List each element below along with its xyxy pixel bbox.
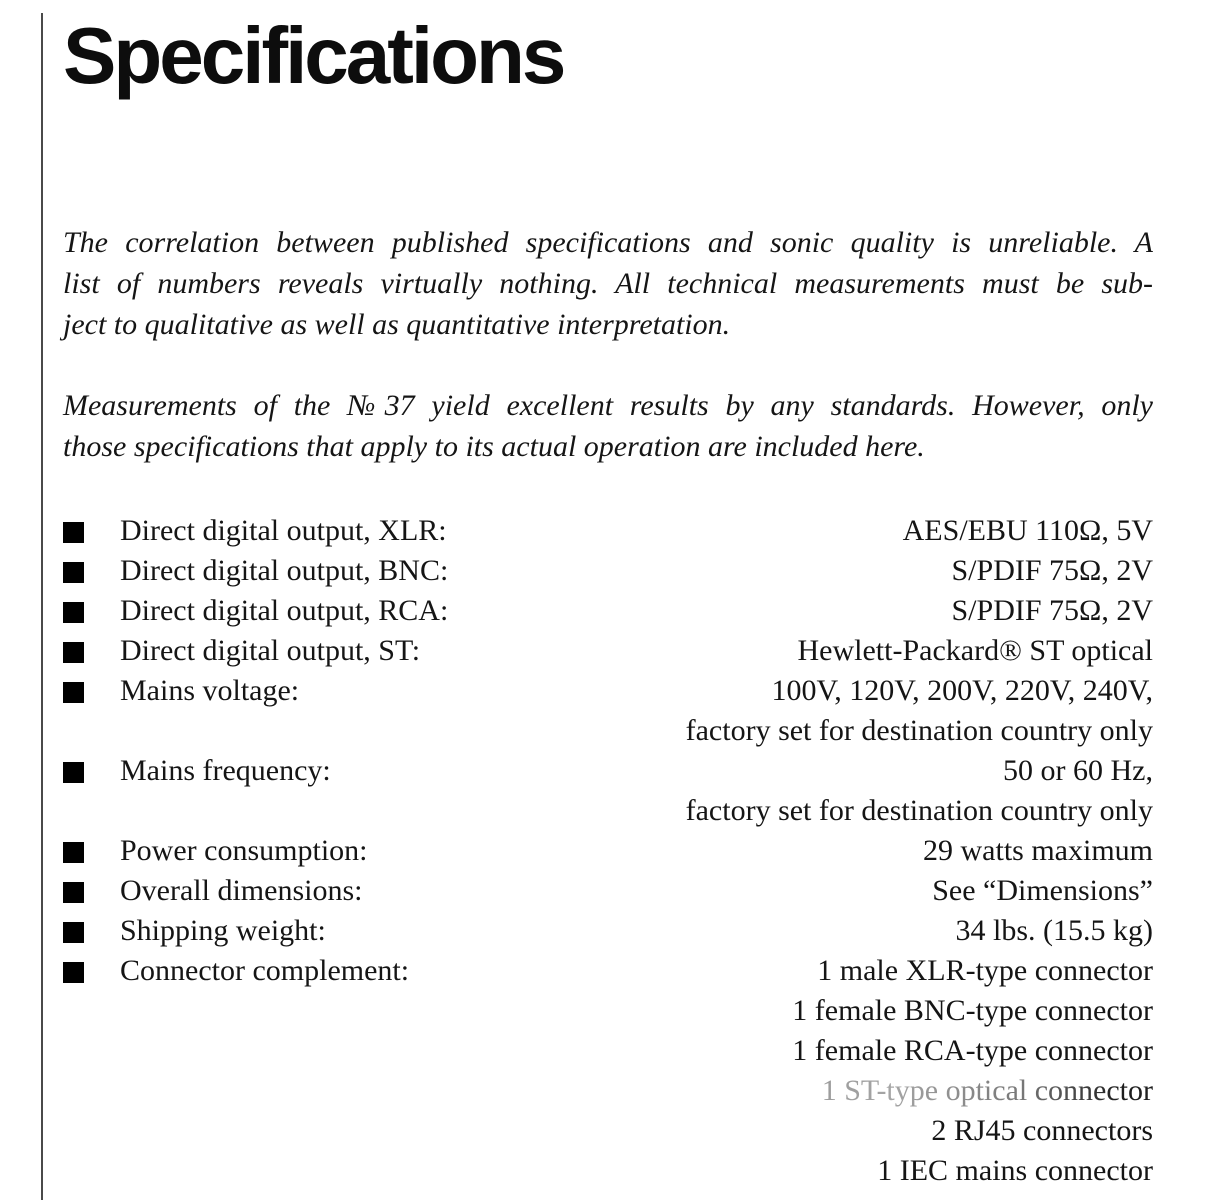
spec-value: 29 watts maximum — [923, 834, 1153, 867]
spec-label: Direct digital output, RCA: — [120, 594, 449, 627]
spec-value: 100V, 120V, 200V, 220V, 240V, — [771, 674, 1153, 707]
paragraph-line: The correlation between published specifications and sonic quality is unreliable. A — [63, 226, 1153, 259]
page-title: Specifications — [63, 11, 564, 100]
spec-row — [63, 911, 1153, 951]
spec-row — [63, 671, 1153, 711]
spec-value: 2 RJ45 connectors — [931, 1114, 1153, 1147]
spec-value: AES/EBU 110Ω, 5V — [902, 514, 1153, 547]
paragraph-line: Measurements of the №37 yield excellent results by any standards. However, only — [63, 389, 1153, 422]
spec-value-faded: 1 ST-type optical connector — [63, 1071, 1153, 1111]
spec-label: Mains frequency: — [120, 754, 331, 787]
spec-row — [63, 631, 1153, 671]
spec-label: Direct digital output, BNC: — [120, 554, 449, 587]
bullet-square-icon — [63, 762, 84, 783]
bullet-square-icon — [63, 522, 84, 543]
bullet-square-icon — [63, 922, 84, 943]
bullet-square-icon — [63, 682, 84, 703]
spec-row — [63, 831, 1153, 871]
bullet-square-icon — [63, 962, 84, 983]
spec-label: Shipping weight: — [120, 914, 326, 947]
spec-row — [63, 871, 1153, 911]
spec-label: Overall dimensions: — [120, 874, 363, 907]
bullet-square-icon — [63, 842, 84, 863]
spec-label: Power consumption: — [120, 834, 368, 867]
spec-value: Hewlett-Packard® ST optical — [797, 634, 1153, 667]
spec-row — [63, 951, 1153, 991]
bullet-square-icon — [63, 562, 84, 583]
left-margin-rule — [41, 13, 43, 1200]
spec-label: Direct digital output, ST: — [120, 634, 421, 667]
spec-value: 34 lbs. (15.5 kg) — [955, 914, 1153, 947]
bullet-square-icon — [63, 882, 84, 903]
paragraph — [63, 222, 1153, 345]
spec-value: factory set for destination country only — [685, 794, 1153, 827]
spec-list — [63, 511, 1153, 1191]
spec-value: S/PDIF 75Ω, 2V — [951, 554, 1153, 587]
spec-value: 1 female RCA-type connector — [792, 1034, 1153, 1067]
spec-value: 1 IEC mains connector — [877, 1154, 1153, 1187]
spec-label: Mains voltage: — [120, 674, 300, 707]
paragraph-line: those specifications that apply to its actual operation are included here. — [63, 430, 925, 463]
spec-value: S/PDIF 75Ω, 2V — [951, 594, 1153, 627]
spec-row — [63, 591, 1153, 631]
paragraph — [63, 385, 1153, 467]
spec-value: 1 male XLR-type connector — [817, 954, 1153, 987]
spec-label: Connector complement: — [120, 954, 410, 987]
bullet-square-icon — [63, 602, 84, 623]
spec-label: Direct digital output, XLR: — [120, 514, 447, 547]
spec-value: factory set for destination country only — [685, 714, 1153, 747]
spec-row — [63, 751, 1153, 791]
paragraph-line: list of numbers reveals virtually nothing. All technical measurements must be sub- — [63, 267, 1153, 300]
bullet-square-icon — [63, 642, 84, 663]
spec-row — [63, 511, 1153, 551]
spec-value: See “Dimensions” — [932, 874, 1153, 907]
spec-row — [63, 551, 1153, 591]
intro-paragraphs — [63, 222, 1153, 467]
spec-value: 50 or 60 Hz, — [1003, 754, 1153, 787]
paragraph-line: ject to qualitative as well as quantitative interpretation. — [63, 308, 731, 341]
spec-value: 1 female BNC-type connector — [792, 994, 1153, 1027]
page-content — [63, 0, 1153, 1191]
